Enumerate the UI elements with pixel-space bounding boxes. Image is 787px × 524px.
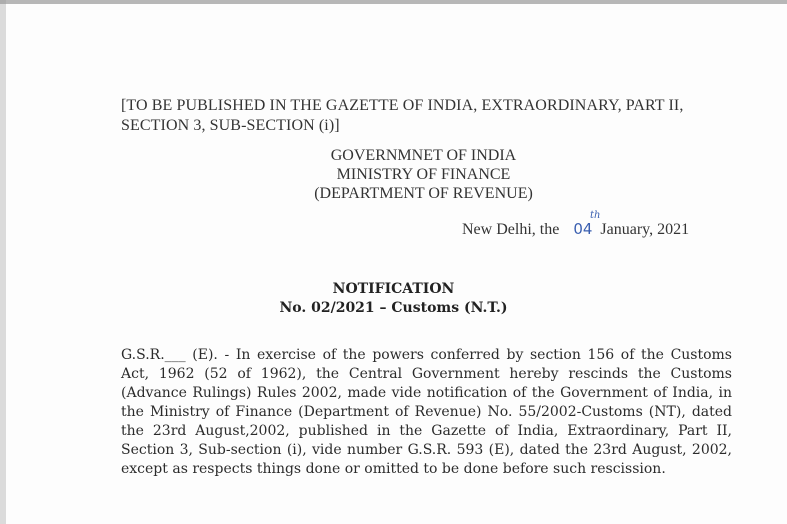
gazette-header-line-2: SECTION 3, SUB-SECTION (i)] [121,117,340,134]
handwritten-day-number: 04 [573,220,593,238]
notification-title: NOTIFICATION [332,281,455,297]
date-rest: January, 2021 [600,221,690,238]
issuer-department: (DEPARTMENT OF REVENUE) [314,185,533,202]
handwritten-day [573,210,601,238]
scan-edge-left [0,0,6,524]
handwritten-day-suffix: th [589,210,601,221]
notification-body: G.S.R.___ (E). - In exercise of the powers conferred by section 156 of the Customs Act, 1962 (52 of 1962), the Central Government hereby rescinds the Customs (Advance Rulings) Rules 2002, made vide notification of the Government of India, in the Ministry of Finance (Department of Revenue) No. 55/2002-Customs (NT), dated the 23rd August,2002, published in the Gazette of India, Extraordinary, Part II, Section 3, Sub-section (i), vide number G.S.R. 593 (E), dated the 23rd August, 2002, except as respects things done or omitted to be done before such rescission. [121,347,732,477]
gazette-header-line-1: [TO BE PUBLISHED IN THE GAZETTE OF INDIA, EXTRAORDINARY, PART II, [121,97,684,114]
scan-edge-top [0,0,787,4]
notification-number: No. 02/2021 – Customs (N.T.) [279,300,508,316]
issuer-ministry: MINISTRY OF FINANCE [336,166,511,183]
issuer-government: GOVERNMNET OF INDIA [330,147,517,164]
date-line [462,210,690,239]
date-prefix: New Delhi, the [462,221,560,238]
